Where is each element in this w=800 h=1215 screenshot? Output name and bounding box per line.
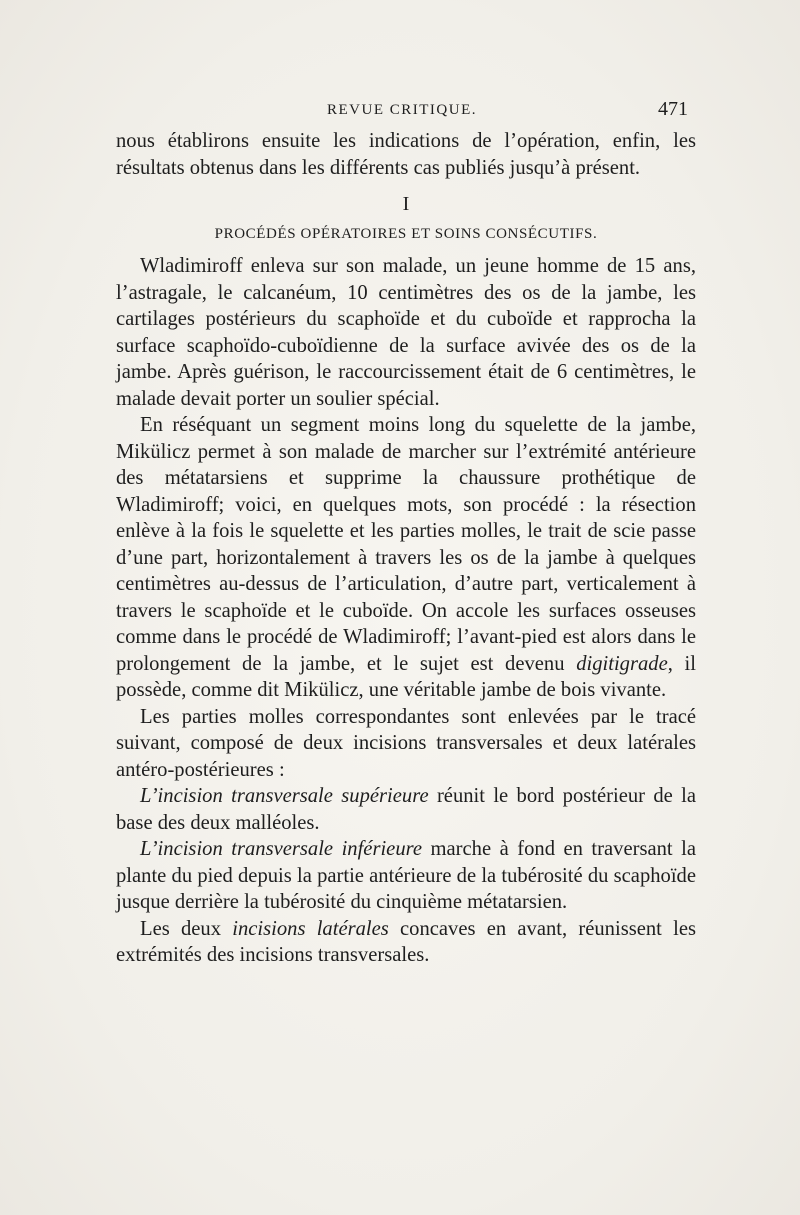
paragraph-soft-parts: Les parties molles correspondantes sont enlevées par le tracé suivant, composé de deux incisions transversales et deux latérales antéro-postérieures : [116, 705, 696, 781]
body-text [116, 128, 696, 969]
intro-paragraph: nous établirons ensuite les indications de l’opération, enfin, les résultats obtenus dans les différents cas publiés jusqu’à présent. [116, 130, 696, 179]
page-header [116, 96, 688, 126]
paragraph-lateral-incisions [116, 916, 696, 969]
section-title: PROCÉDÉS OPÉRATOIRES ET SOINS CONSÉCUTIFS. [214, 226, 598, 242]
upper-incision-term: L’incision transversale supérieure [140, 785, 429, 807]
lower-incision-term: L’incision transversale inférieure [140, 838, 423, 860]
section-number: I [402, 193, 410, 215]
paragraph-upper-incision [116, 783, 696, 836]
lateral-incisions-term: incisions latérales [232, 917, 389, 940]
digitigrade-term: digitigrade [576, 652, 668, 675]
paragraph-mikulicz-text: En réséquant un segment moins long du squelette de la jambe, Mikülicz permet à son malade de marcher sur l’extrémité antérieure des métatarsiens et supprime la chaussure prothétique de Wladimiroff; voici, en quelques mots, son procédé : la résection enlève à la fois le squelette et les parties molles, le trait de scie passe d’une part, horizontalement à travers les os de la jambe à quelques centimètres au-dessus de l’articulation, d’autre part, verticalement à travers le scaphoïde et le cuboïde. On accole les surfaces osseuses comme dans le procédé de Wladimiroff; l’avant-pied est alors dans le prolongement de la jambe, et le sujet est devenu [116, 414, 696, 675]
paragraph-wladimiroff: Wladimiroff enleva sur son malade, un jeune homme de 15 ans, l’astragale, le calcanéum, 10 centimètres des os de la jambe, les cartilages postérieurs du scaphoïde et du cuboïde et rapprocha la surface scaphoïdo-cuboïdienne de la surface avivée des os de la jambe. Après guérison, le raccourcissement était de 6 centimètres, le malade devait porter un soulier spécial. [116, 255, 696, 410]
lateral-incisions-text: concaves en avant, réunissent les extrémités des incisions transversales. [116, 917, 696, 966]
running-title: REVUE CRITIQUE. [327, 102, 477, 118]
page-number: 471 [658, 98, 688, 120]
lower-incision-text: marche à fond en traversant la plante du pied depuis la partie antérieure de la tubérosité du scaphoïde jusque derrière la tubérosité du cinquième métatarsien. [116, 838, 696, 913]
paragraph-mikulicz-end: , il possède, comme dit Mikülicz, une véritable jambe de bois vivante. [116, 652, 696, 701]
paragraph-lower-incision [116, 836, 696, 916]
lateral-incisions-start: Les deux [140, 917, 233, 940]
upper-incision-text: réunit le bord postérieur de la base des deux malléoles. [116, 785, 696, 834]
paragraph-mikulicz [116, 412, 696, 704]
